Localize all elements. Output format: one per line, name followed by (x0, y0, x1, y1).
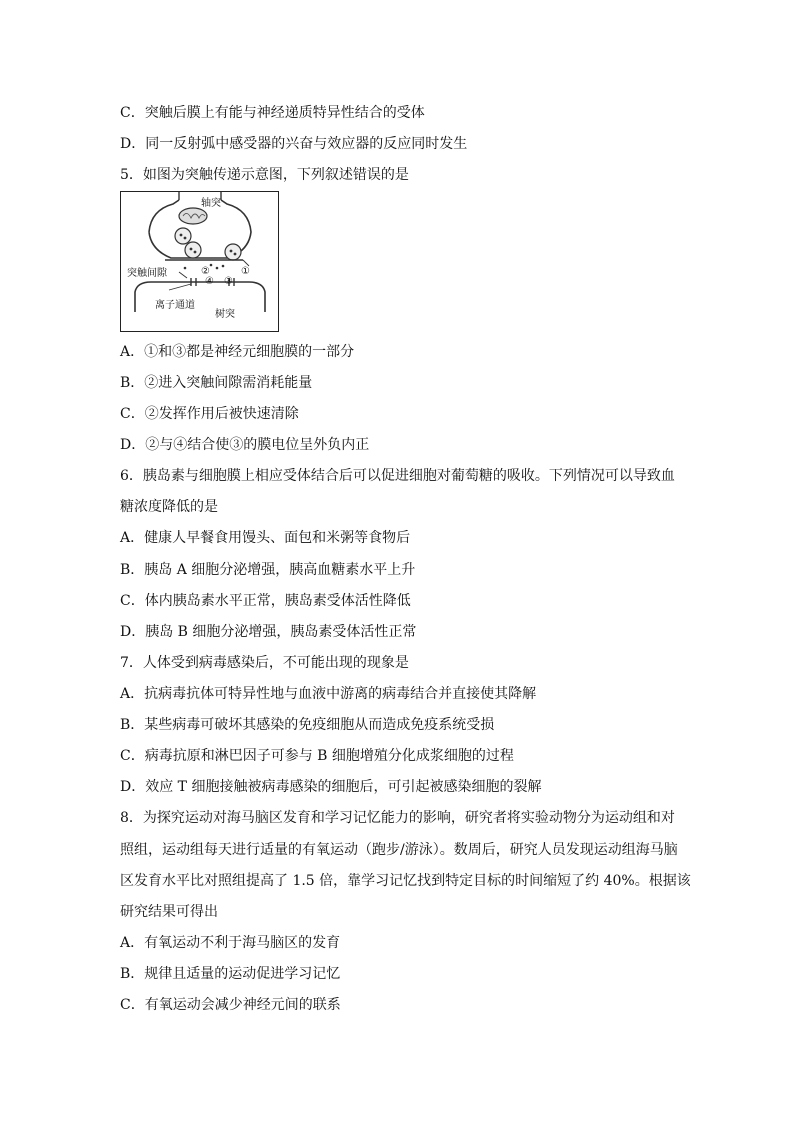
vesicle-dot (234, 253, 237, 256)
synaptic-cleft-label: 突触间隙 (127, 268, 167, 279)
q6-stem-line-2: 糖浓度降低的是 (120, 499, 218, 515)
leader-line (169, 284, 191, 290)
mark-4-label: ④ (205, 276, 214, 287)
vesicle-dot (230, 250, 233, 253)
neurotransmitter-dot (222, 265, 225, 268)
q7-option-a: A．抗病毒抗体可特异性地与血液中游离的病毒结合并直接使其降解 (120, 686, 537, 702)
vesicle-icon (175, 228, 191, 244)
vesicle-dot (190, 248, 193, 251)
dendrite-label: 树突 (215, 309, 235, 320)
q4-option-d: D．同一反射弧中感受器的兴奋与效应器的反应同时发生 (120, 136, 468, 152)
q8-option-b: B．规律且适量的运动促进学习记忆 (120, 966, 341, 982)
mark-1-label: ① (241, 266, 250, 277)
vesicle-dot (194, 251, 197, 254)
q5-option-d: D．②与④结合使③的膜电位呈外负内正 (120, 437, 370, 453)
synapse-diagram (120, 191, 279, 332)
vesicle-dot (180, 234, 183, 237)
vesicle-icon (185, 242, 201, 258)
mark-2-label: ② (201, 266, 210, 277)
q6-option-c: C．体内胰岛素水平正常，胰岛素受体活性降低 (120, 593, 411, 609)
mark-3-label: ③ (224, 276, 233, 287)
q5-option-a: A．①和③都是神经元细胞膜的一部分 (120, 344, 355, 360)
q7-option-d: D．效应 T 细胞接触被病毒感染的细胞后，可引起被感染细胞的裂解 (120, 779, 542, 795)
q7-option-b: B．某些病毒可破坏其感染的免疫细胞从而造成免疫系统受损 (120, 717, 495, 733)
q6-option-d: D．胰岛 B 细胞分泌增强，胰岛素受体活性正常 (120, 624, 417, 640)
q5-option-b: B．②进入突触间隙需消耗能量 (120, 375, 313, 391)
neurotransmitter-dot (210, 264, 213, 267)
q7-stem: 7．人体受到病毒感染后，不可能出现的现象是 (120, 655, 409, 671)
q8-stem-line-4: 研究结果可得出 (120, 904, 218, 920)
neurotransmitter-dot (216, 267, 219, 270)
q8-stem-line-1: 8．为探究运动对海马脑区发育和学习记忆能力的影响，研究者将实验动物分为运动组和对 (120, 810, 675, 826)
axon-label: 轴突 (201, 198, 221, 209)
q5-option-c: C．②发挥作用后被快速清除 (120, 406, 299, 422)
q6-option-a: A．健康人早餐食用馒头、面包和米粥等食物后 (120, 530, 411, 546)
q5-stem: 5．如图为突触传递示意图，下列叙述错误的是 (120, 167, 409, 183)
vesicle-icon (225, 244, 241, 260)
q7-option-c: C．病毒抗原和淋巴因子可参与 B 细胞增殖分化成浆细胞的过程 (120, 748, 514, 764)
q8-stem-line-3: 区发育水平比对照组提高了 1.5 倍，靠学习记忆找到特定目标的时间缩短了约 40%。根据该 (120, 873, 691, 889)
q8-option-a: A．有氧运动不利于海马脑区的发育 (120, 935, 341, 951)
ion-channel-label: 离子通道 (155, 300, 195, 311)
q6-option-b: B．胰岛 A 细胞分泌增强，胰高血糖素水平上升 (120, 562, 416, 578)
q8-stem-line-2: 照组，运动组每天进行适量的有氧运动（跑步/游泳）。数周后，研究人员发现运动组海马脑 (120, 842, 678, 858)
vesicle-dot (184, 237, 187, 240)
leader-line (179, 272, 187, 278)
q6-stem-line-1: 6．胰岛素与细胞膜上相应受体结合后可以促进细胞对葡萄糖的吸收。下列情况可以导致血 (120, 468, 675, 484)
q4-option-c: C．突触后膜上有能与神经递质特异性结合的受体 (120, 105, 425, 121)
neurotransmitter-dot (184, 267, 187, 270)
q8-option-c: C．有氧运动会减少神经元间的联系 (120, 997, 341, 1013)
synapse-diagram-svg (121, 192, 278, 331)
